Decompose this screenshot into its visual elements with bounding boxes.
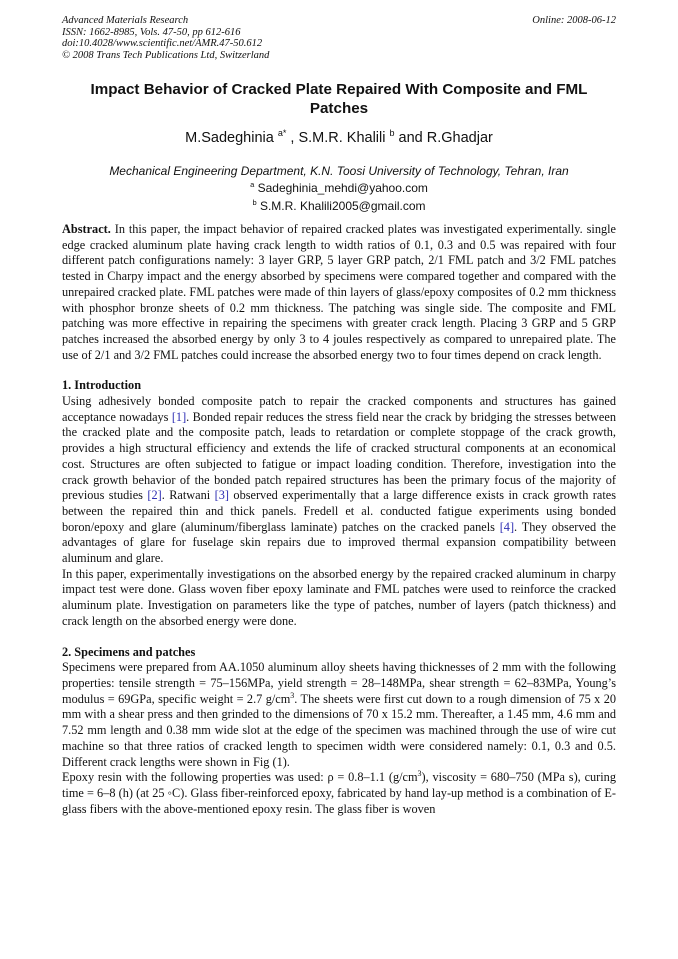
author-1: M.Sadeghinia (185, 129, 274, 146)
text-run: observed experimentally that a large difference exists in crack growth rates between the repaired thin and thick panels. Fredell et al. conducted fatigue experiments using bonded boron/epoxy and glare (aluminum/fiberglass laminate) patches on the cracked panels (62, 488, 616, 534)
abstract-text: In this paper, the impact behavior of repaired cracked plates was investigated experimentally. single edge cracked aluminum plate having crack length to width ratios of 0.1, 0.3 and 0.5 was repaired with four different patch configurations namely: 3 layer GRP, 5 layer GRP patch, 2/1 FML patch and 3/2 FML patches tested in Charpy impact and the energy absorbed by specimens were compared together and compared with the unrepaired cracked plate. FML patches were made of thin layers of glass/epoxy composites of 0.2 mm thickness with phosphor bronze sheets of 0.2 mm thickness. The patching was single side. The composite and FML patching was more effective in repairing the specimens with greater crack length. Placing 3 GRP and 5 GRP patches increased the absorbed energy by only 3 to 4 joules respectively as compared to unrepaired plate. The use of 2/1 and 3/2 FML patches could increase the absorbed energy two to four times depend on crack length. (62, 222, 616, 362)
journal-name: Advanced Materials Research (62, 15, 189, 26)
citation-link[interactable]: [1] (171, 409, 187, 424)
email-b-address: S.M.R. Khalili2005@gmail.com (256, 198, 426, 213)
text-run: . Bonded repair reduces the stress field near the crack by bridging the stresses between the cracked plate and the composite patch, leads to retardation or complete stoppage of the crack growth, provides a high structural efficiency and extends the life of cracked structural components at an economical cost. Structures are often subjected to fatigue or impact loading condition. Therefore, investigation into the crack growth behavior of the bonded patch repaired structures has been the primary focus of the majority of previous studies (62, 409, 616, 503)
author-separator: , (286, 129, 299, 146)
journal-header (62, 15, 616, 61)
citation-link[interactable]: [3] (214, 488, 229, 503)
superscript: 3 (290, 690, 295, 700)
section-heading-introduction: 1. Introduction (62, 378, 142, 393)
author-1-affil-mark: a* (277, 128, 287, 138)
email-b (62, 196, 616, 214)
text-run: Epoxy resin with the following properties was used: ρ = 0.8–1.1 (g/cm (62, 770, 418, 785)
email-block (62, 178, 616, 213)
paper-title: Impact Behavior of Cracked Plate Repaired With Composite and FML Patches (90, 81, 588, 117)
section-heading-specimens: 2. Specimens and patches (62, 644, 196, 659)
doi-line: doi:10.4028/www.scientific.net/AMR.47-50.612 (62, 38, 263, 49)
specimens-paragraph-1 (62, 660, 616, 770)
text-run: Specimens were prepared from AA.1050 aluminum alloy sheets having thicknesses of 2 mm with the following properties: tensile strength = 75–156MPa, yield strength = 28–148MPa, shear strength = 62–83MPa, Young’s modulus = 69GPa, specific weight = 2.7 g/cm (62, 660, 616, 706)
abstract-label: Abstract. (62, 222, 111, 236)
text-run: Using adhesively bonded composite patch to repair the cracked components and structures has gained acceptance nowadays (62, 394, 616, 424)
email-a (62, 178, 616, 196)
citation-link[interactable]: [2] (147, 488, 162, 503)
citation-link[interactable]: [4] (499, 519, 515, 534)
text-run: . The sheets were first cut down to a rough dimension of 75 x 20 mm with a shear press and then grinded to the dimensions of 70 x 15.2 mm. Thereafter, a 1.45 mm, 4.6 mm and 7.52 mm length and 0.38 mm wide slot at the edge of the specimen was machined through the use of wire cut machine so that three ratios of cracked length to specimen width were considered namely: 0.1, 0.3 and 0.5. Different crack lengths were shown in Fig (1). (62, 691, 616, 769)
introduction-paragraph-2: In this paper, experimentally investigations on the absorbed energy by the repaired cracked aluminum in charpy impact test were done. Glass woven fiber epoxy laminate and FML patches were used to reinforce the cracked aluminum plate. Investigation on parameters like the type of patches, number of layers (patch thickness) and crack length on the absorbed energy were done. (62, 566, 616, 628)
introduction-paragraph-1 (62, 394, 616, 567)
abstract (62, 222, 616, 363)
paper-body (62, 222, 616, 817)
author-2-affil-mark: b (389, 128, 395, 138)
author-2: S.M.R. Khalili (298, 129, 386, 146)
email-a-mark: a (250, 180, 255, 189)
author-separator: and (394, 129, 427, 146)
text-run: . Ratwani (161, 488, 215, 503)
email-b-mark: b (252, 197, 257, 207)
author-3: R.Ghadjar (426, 129, 493, 146)
text-run: ), viscosity = 680–750 (MPa s), curing time = 6–8 (h) (at 25 ◦C). Glass fiber-reinforced epoxy, fabricated by hand lay-up method is a combination of E-glass fibers with the above-mentioned epoxy resin. The glass fiber is woven (62, 770, 616, 816)
affiliation: Mechanical Engineering Department, K.N. Toosi University of Technology, Tehran, Iran (109, 164, 569, 178)
superscript: 3 (417, 769, 422, 779)
specimens-paragraph-2 (62, 770, 616, 817)
text-run: . They observed the advantages of glare for fuselage skin repairs due to improved thermal expansion compatibility between aluminum and glare. (62, 519, 616, 566)
author-line (62, 124, 616, 147)
issn-line: ISSN: 1662-8985, Vols. 47-50, pp 612-616 (62, 26, 241, 38)
online-date: Online: 2008-06-12 (532, 15, 616, 26)
email-a-address: Sadeghinia_mehdi@yahoo.com (254, 181, 428, 195)
copyright-line: © 2008 Trans Tech Publications Ltd, Switzerland (62, 49, 270, 61)
